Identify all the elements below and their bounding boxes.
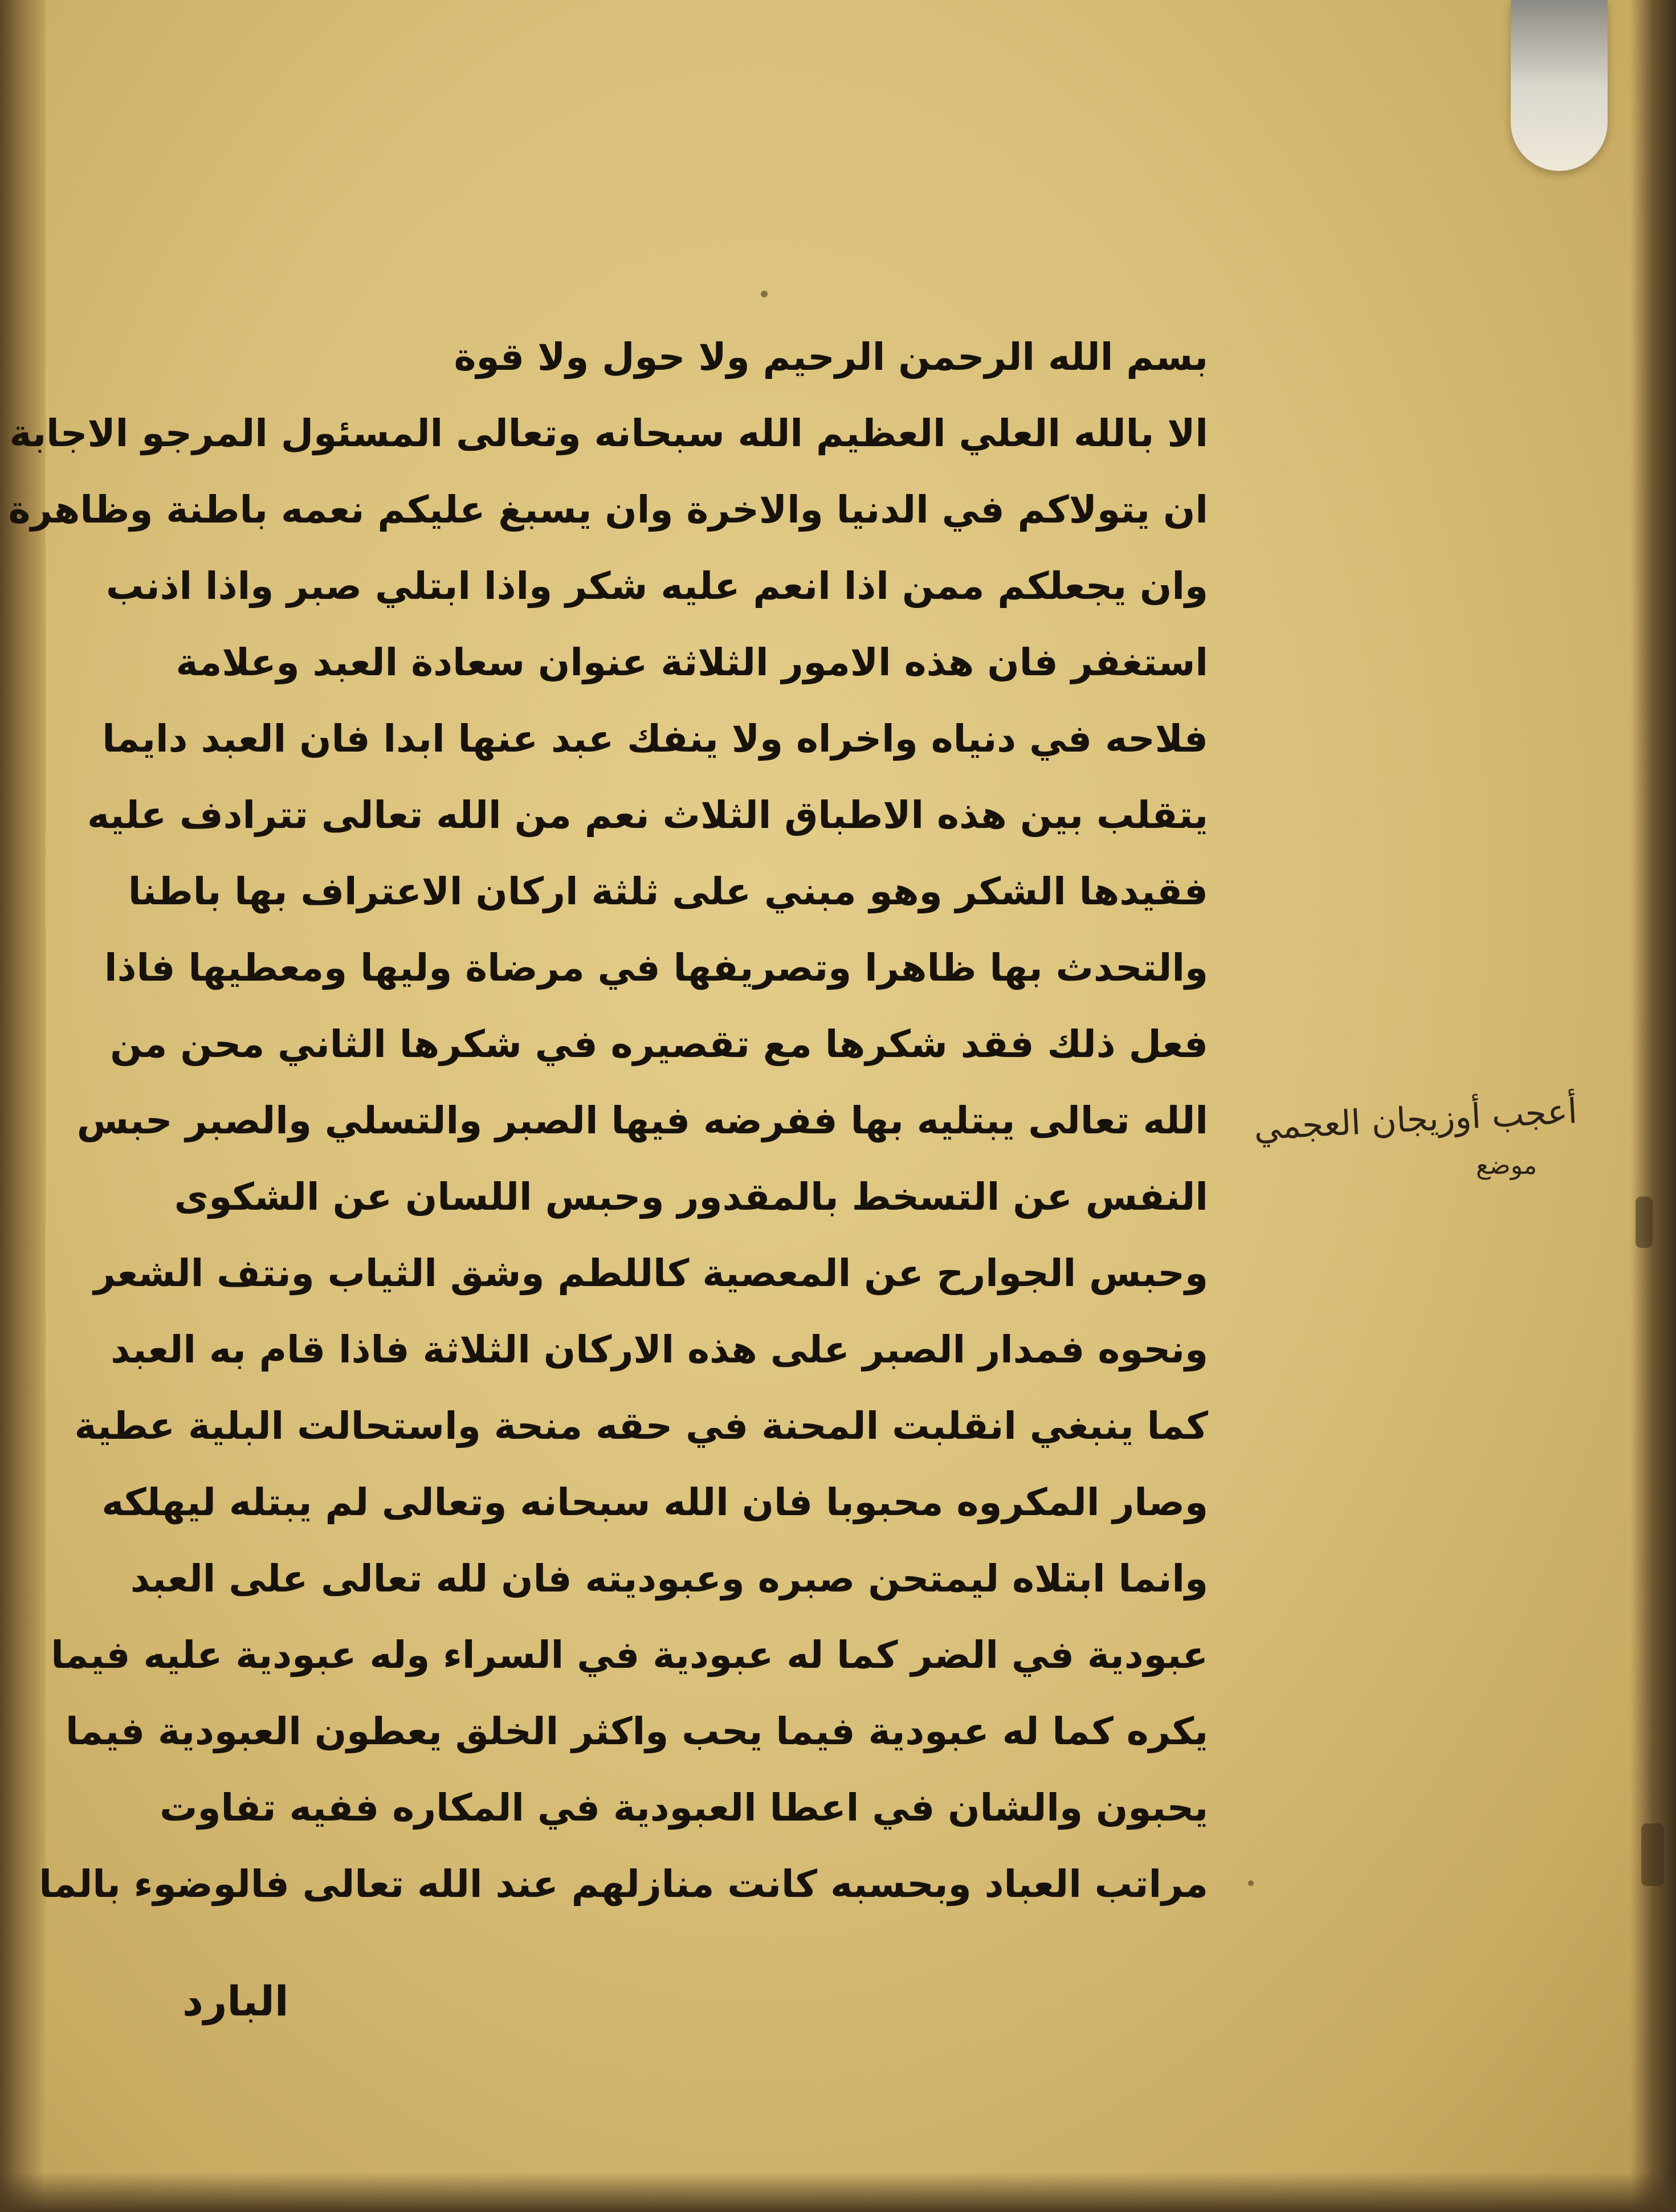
- text-line-5: استغفر فان هذه الامور الثلاثة عنوان سعادة العبد وعلامة: [176, 640, 1208, 684]
- text-line-6: فلاحه في دنياه واخراه ولا ينفك عبد عنها ابدا فان العبد دايما: [102, 717, 1208, 761]
- text-line-2: الا بالله العلي العظيم الله سبحانه وتعالى المسئول المرجو الاجابة: [9, 411, 1208, 455]
- text-line-16: وصار المكروه محبوبا فان الله سبحانه وتعالى لم يبتله ليهلكه: [101, 1480, 1208, 1524]
- text-line-15: كما ينبغي انقلبت المحنة في حقه منحة واستحالت البلية عطية: [74, 1404, 1208, 1448]
- catchword: البارد: [182, 1977, 289, 2025]
- text-line-1: بسم الله الرحمن الرحيم ولا حول ولا قوة: [454, 335, 1208, 379]
- text-line-11: الله تعالى يبتليه بها ففرضه فيها الصبر والتسلي والصبر حبس: [76, 1099, 1208, 1142]
- text-line-18: عبودية في الضر كما له عبودية في السراء وله عبودية عليه فيما: [51, 1633, 1208, 1677]
- ink-spot: [1641, 1823, 1664, 1886]
- margin-note-sub: موضع: [1476, 1151, 1538, 1180]
- text-line-12: النفس عن التسخط بالمقدور وحبس اللسان عن الشكوى: [174, 1175, 1208, 1219]
- manuscript-text-block: [8, 319, 1208, 1923]
- text-line-3: ان يتولاكم في الدنيا والاخرة وان يسبغ عليكم نعمه باطنة وظاهرة: [8, 488, 1208, 532]
- text-line-21: مراتب العباد وبحسبه كانت منازلهم عند الله تعالى فالوضوء بالما: [39, 1862, 1208, 1906]
- text-line-14: ونحوه فمدار الصبر على هذه الاركان الثلاثة فاذا قام به العبد: [111, 1328, 1208, 1372]
- text-line-17: وانما ابتلاه ليمتحن صبره وعبوديته فان لله تعالى على العبد: [130, 1557, 1208, 1601]
- text-line-8: فقيدها الشكر وهو مبني على ثلثة اركان الاعتراف بها باطنا: [128, 870, 1208, 913]
- text-line-13: وحبس الجوارح عن المعصية كاللطم وشق الثياب ونتف الشعر: [93, 1251, 1208, 1295]
- text-line-7: يتقلب بين هذه الاطباق الثلاث نعم من الله تعالى تترادف عليه: [87, 793, 1208, 837]
- text-line-10: فعل ذلك فقد شكرها مع تقصيره في شكرها الثاني محن من: [110, 1022, 1208, 1066]
- bookmark-tab: [1511, 0, 1608, 171]
- page-bottom-edge: [0, 2172, 1676, 2212]
- text-line-19: يكره كما له عبودية فيما يحب واكثر الخلق يعطون العبودية فيما: [66, 1709, 1208, 1753]
- text-line-4: وان يجعلكم ممن اذا انعم عليه شكر واذا ابتلي صبر واذا اذنب: [105, 564, 1208, 608]
- text-line-20: يحبون والشان في اعطا العبودية في المكاره ففيه تفاوت: [160, 1786, 1208, 1830]
- ink-spot: [1248, 1880, 1254, 1886]
- margin-note: أعجب أوزيجان العجمي: [1253, 1091, 1579, 1148]
- ink-spot: [761, 291, 768, 297]
- text-line-9: والتحدث بها ظاهرا وتصريفها في مرضاة وليها ومعطيها فاذا: [104, 946, 1208, 990]
- ink-spot: [1636, 1197, 1653, 1248]
